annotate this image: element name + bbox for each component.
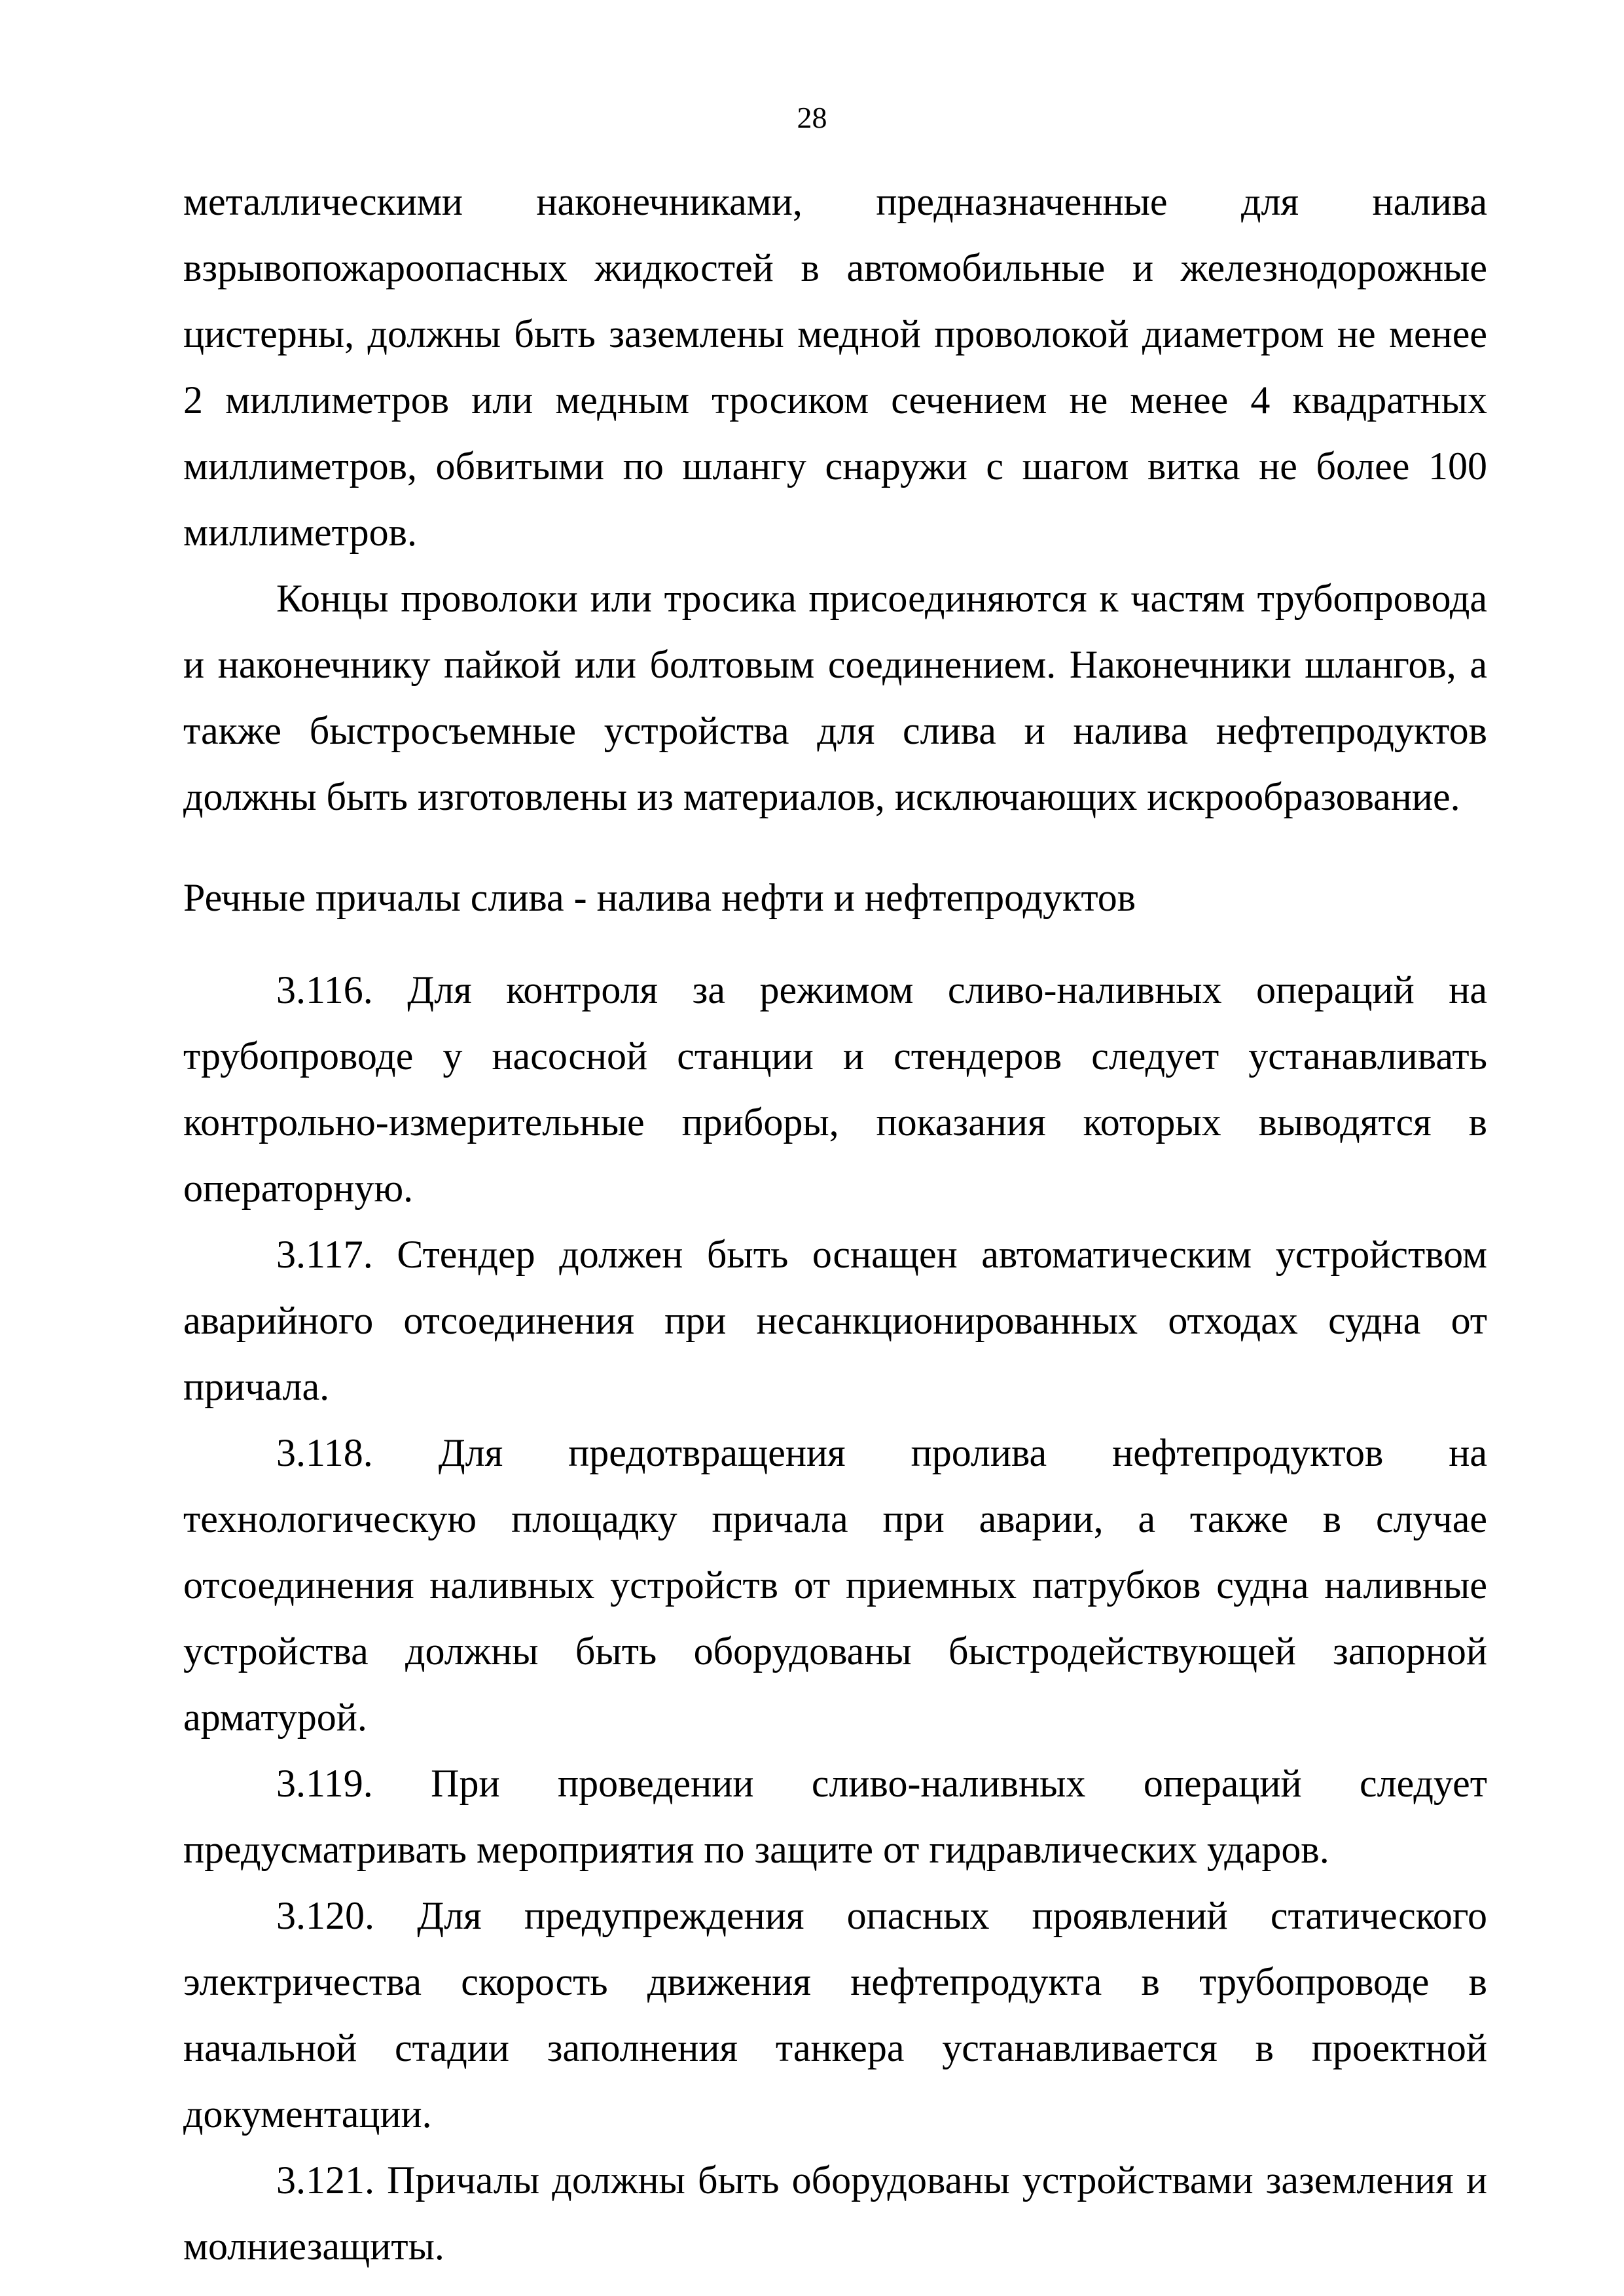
clause-3-118: 3.118. Для предотвращения пролива нефтепродуктов на технологическую площадку причала при аварии, а также в случае отсоединения наливных устройств от приемных патрубков судна наливные устройства должны быть оборудованы быстродействующей запорной арматурой.: [183, 1431, 1487, 1739]
section-heading: Речные причалы слива - налива нефти и нефтепродуктов: [183, 876, 1136, 919]
clause-3-120: 3.120. Для предупреждения опасных проявлений статического электричества скорость движения нефтепродукта в трубопроводе в начальной стадии заполнения танкера устанавливается в проектной документации.: [183, 1894, 1487, 2136]
page-number: 28: [797, 101, 827, 134]
document-body: [183, 169, 1487, 2280]
paragraph-wire-ends: Концы проволоки или тросика присоединяются к частям трубопровода и наконечнику пайкой или болтовым соединением. Наконечники шлангов, а также быстросъемные устройства для слива и налива нефтепродуктов должны быть изготовлены из материалов, исключающих искрообразование.: [183, 577, 1487, 818]
clause-3-116: 3.116. Для контроля за режимом сливо-наливных операций на трубопроводе у насосной станции и стендеров следует устанавливать контрольно-измерительные приборы, показания которых выводятся в операторную.: [183, 968, 1487, 1210]
clause-3-121: 3.121. Причалы должны быть оборудованы устройствами заземления и молниезащиты.: [183, 2159, 1487, 2268]
paragraph-continuation: металлическими наконечниками, предназначенные для налива взрывопожароопасных жидкостей в автомобильные и железнодорожные цистерны, должны быть заземлены медной проволокой диаметром не менее 2 миллиметров или медным тросиком сечением не менее 4 квадратных миллиметров, обвитыми по шлангу снаружи с шагом витка не более 100 миллиметров.: [183, 180, 1487, 554]
clause-3-117: 3.117. Стендер должен быть оснащен автоматическим устройством аварийного отсоединения при несанкционированных отходах судна от причала.: [183, 1233, 1487, 1408]
clause-3-119: 3.119. При проведении сливо-наливных операций следует предусматривать мероприятия по защите от гидравлических ударов.: [183, 1762, 1487, 1871]
